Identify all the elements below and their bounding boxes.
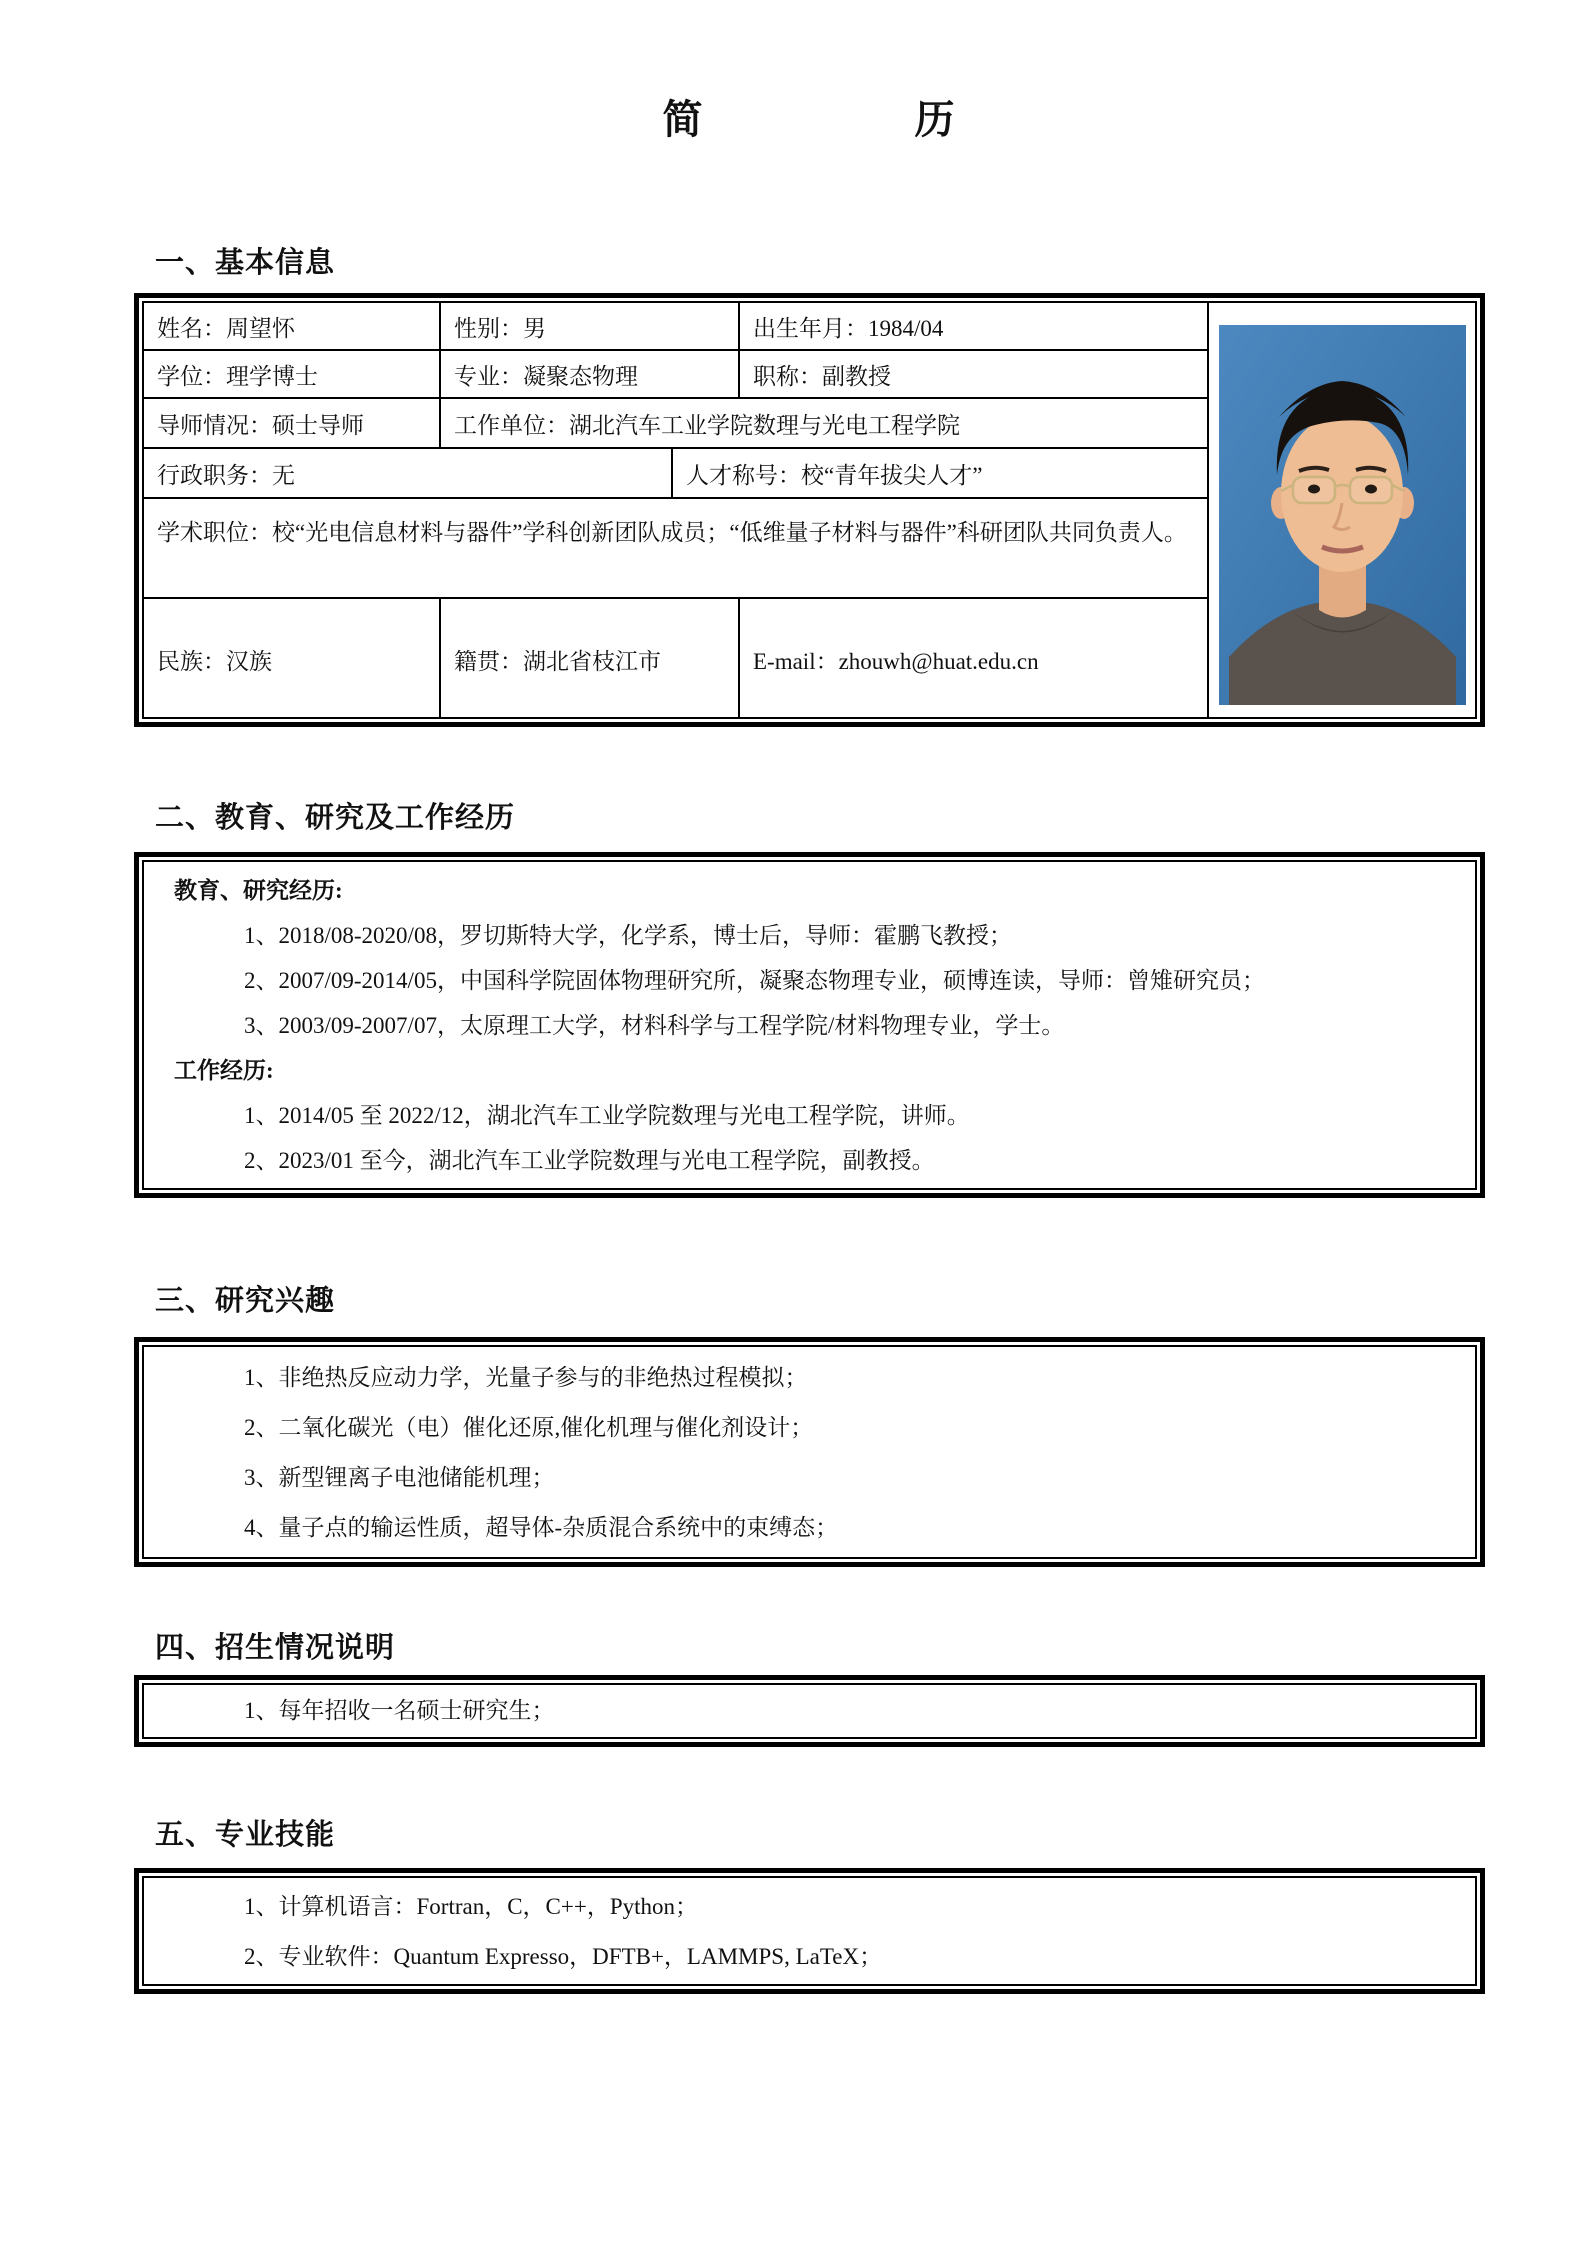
work-item: 2、2023/01 至今，湖北汽车工业学院数理与光电工程学院，副教授。 bbox=[244, 1148, 935, 1173]
experience-box bbox=[134, 852, 1485, 1198]
basic-info-table bbox=[134, 293, 1485, 727]
section-heading-skills: 五、专业技能 bbox=[155, 1819, 336, 1851]
page-title: 简 历 bbox=[662, 97, 957, 142]
id-photo-portrait bbox=[1219, 325, 1466, 705]
skills-box bbox=[134, 1868, 1485, 1994]
interest-item: 1、非绝热反应动力学，光量子参与的非绝热过程模拟； bbox=[244, 1365, 808, 1390]
cell-talent-title: 人才称号：校“青年拔尖人才” bbox=[673, 449, 1209, 499]
admission-item: 1、每年招收一名硕士研究生； bbox=[244, 1698, 555, 1723]
cell-major: 专业：凝聚态物理 bbox=[441, 351, 740, 399]
cell-gender: 性别：男 bbox=[441, 303, 740, 351]
cell-admin-position: 行政职务：无 bbox=[144, 449, 673, 499]
interest-item: 2、二氧化碳光（电）催化还原,催化机理与催化剂设计； bbox=[244, 1415, 814, 1440]
admission-box bbox=[134, 1675, 1485, 1747]
id-photo-cell bbox=[1209, 303, 1475, 719]
cell-name: 姓名：周望怀 bbox=[144, 303, 441, 351]
cell-birth-date: 出生年月：1984/04 bbox=[740, 303, 1209, 351]
interest-item: 3、新型锂离子电池储能机理； bbox=[244, 1465, 555, 1490]
cell-academic-position: 学术职位：校“光电信息材料与器件”学科创新团队成员；“低维量子材料与器件”科研团队共同负责人。 bbox=[144, 499, 1209, 599]
cell-email: E-mail：zhouwh@huat.edu.cn bbox=[740, 599, 1209, 719]
education-item: 1、2018/08-2020/08，罗切斯特大学，化学系，博士后，导师：霍鹏飞教授； bbox=[244, 923, 1012, 948]
cell-employer: 工作单位：湖北汽车工业学院数理与光电工程学院 bbox=[441, 399, 1209, 449]
cell-degree: 学位：理学博士 bbox=[144, 351, 441, 399]
education-research-label: 教育、研究经历: bbox=[174, 878, 343, 903]
education-item: 3、2003/09-2007/07，太原理工大学，材料科学与工程学院/材料物理专业，学士。 bbox=[244, 1013, 1065, 1038]
research-interests-box bbox=[134, 1337, 1485, 1567]
section-heading-admission: 四、招生情况说明 bbox=[155, 1632, 396, 1664]
section-heading-research-interests: 三、研究兴趣 bbox=[155, 1285, 336, 1317]
education-item: 2、2007/09-2014/05，中国科学院固体物理研究所，凝聚态物理专业，硕博连读，导师：曾雉研究员； bbox=[244, 968, 1265, 993]
interest-item: 4、量子点的输运性质，超导体-杂质混合系统中的束缚态； bbox=[244, 1515, 839, 1540]
work-experience-label: 工作经历: bbox=[174, 1058, 274, 1083]
work-item: 1、2014/05 至 2022/12，湖北汽车工业学院数理与光电工程学院，讲师。 bbox=[244, 1103, 970, 1128]
cell-native-place: 籍贯：湖北省枝江市 bbox=[441, 599, 740, 719]
cell-ethnicity: 民族：汉族 bbox=[144, 599, 441, 719]
section-heading-basic-info: 一、基本信息 bbox=[155, 247, 336, 279]
skill-item: 2、专业软件：Quantum Expresso，DFTB+，LAMMPS, LaTeX； bbox=[244, 1944, 883, 1969]
cell-mentor-status: 导师情况：硕士导师 bbox=[144, 399, 441, 449]
skill-item: 1、计算机语言：Fortran，C，C++，Python； bbox=[244, 1894, 699, 1919]
section-heading-experience: 二、教育、研究及工作经历 bbox=[155, 802, 516, 834]
cell-professional-title: 职称：副教授 bbox=[740, 351, 1209, 399]
